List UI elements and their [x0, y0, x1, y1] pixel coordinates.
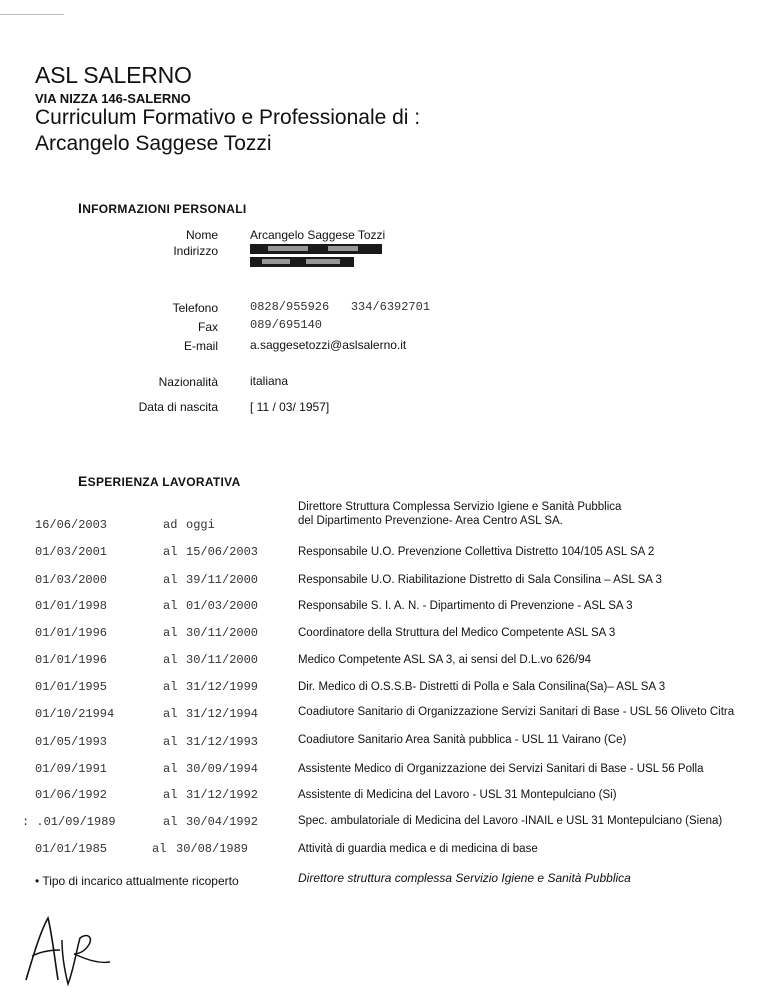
- experience-end-date: 01/03/2000: [186, 599, 259, 613]
- experience-start-date: 01/10/21994: [35, 707, 115, 721]
- org-address: VIA NIZZA 146-SALERNO: [35, 91, 191, 106]
- experience-start-date: 01/03/2000: [35, 573, 108, 587]
- experience-separator: ad: [163, 518, 178, 532]
- experience-separator: al: [163, 788, 178, 802]
- experience-description: Assistente di Medicina del Lavoro - USL 31 Montepulciano (Si): [298, 789, 617, 801]
- redacted-address-line-1: [250, 243, 390, 254]
- experience-start-date: 01/01/1996: [35, 626, 108, 640]
- experience-description: Responsabile S. I. A. N. - Dipartimento di Prevenzione - ASL SA 3: [298, 600, 633, 612]
- experience-start-date: 01/01/1995: [35, 680, 108, 694]
- experience-description: Assistente Medico di Organizzazione dei Servizi Sanitari di Base - USL 56 Polla: [298, 763, 704, 775]
- experience-end-date: 30/09/1994: [186, 762, 259, 776]
- experience-separator: al: [163, 545, 178, 559]
- label-nazionalita: Nazionalità: [158, 375, 218, 389]
- experience-start-date: 01/06/1992: [35, 788, 108, 802]
- section-title-cap: E: [78, 473, 88, 489]
- label-email: E-mail: [183, 339, 218, 353]
- experience-description: Responsabile U.O. Riabilitazione Distretto di Sala Consilina – ASL SA 3: [298, 574, 662, 586]
- value-nazionalita: italiana: [250, 374, 289, 388]
- experience-description: Direttore Struttura Complessa Servizio Igiene e Sanità Pubblica: [298, 501, 622, 513]
- section-title-rest: NFORMAZIONI PERSONALI: [82, 202, 247, 216]
- experience-description: Coadiutore Sanitario di Organizzazione Servizi Sanitari di Base - USL 56 Oliveto Citra: [298, 706, 735, 718]
- experience-end-date: 30/11/2000: [186, 653, 259, 667]
- experience-separator: al: [163, 626, 178, 640]
- experience-separator: al: [163, 815, 178, 829]
- value-data-nascita: [ 11 / 03/ 1957]: [250, 400, 330, 414]
- experience-end-date: 30/11/2000: [186, 626, 259, 640]
- redacted-address-line-2: [250, 256, 370, 267]
- experience-start-date: : .01/09/1989: [22, 815, 116, 829]
- experience-separator: al: [163, 735, 178, 749]
- experience-start-date: 01/01/1996: [35, 653, 108, 667]
- section-title-rest: SPERIENZA LAVORATIVA: [87, 475, 241, 489]
- experience-start-date: 01/01/1998: [35, 599, 108, 613]
- label-nome: Nome: [185, 228, 218, 242]
- experience-separator: al: [152, 842, 167, 856]
- experience-end-date: 31/12/1992: [186, 788, 259, 802]
- current-role-label: • Tipo di incarico attualmente ricoperto: [35, 874, 239, 888]
- experience-end-date: 31/12/1994: [186, 707, 259, 721]
- experience-end-date: 31/12/1993: [186, 735, 259, 749]
- experience-start-date: 01/03/2001: [35, 545, 108, 559]
- experience-end-date: 30/04/1992: [186, 815, 259, 829]
- experience-separator: al: [163, 653, 178, 667]
- experience-end-date: 15/06/2003: [186, 545, 259, 559]
- label-telefono: Telefono: [172, 301, 218, 315]
- experience-description-line-2: del Dipartimento Prevenzione- Area Centro ASL SA.: [298, 515, 563, 527]
- experience-separator: al: [163, 680, 178, 694]
- experience-separator: al: [163, 599, 178, 613]
- value-fax: 089/695140: [250, 318, 323, 332]
- org-title: ASL SALERNO: [35, 62, 192, 88]
- value-nome: Arcangelo Saggese Tozzi: [250, 228, 386, 242]
- experience-end-date: 31/12/1999: [186, 680, 259, 694]
- label-fax: Fax: [197, 320, 218, 334]
- handwritten-signature: [18, 910, 118, 990]
- experience-start-date: 01/09/1991: [35, 762, 108, 776]
- experience-separator: al: [163, 762, 178, 776]
- experience-description: Attività di guardia medica e di medicina di base: [298, 843, 538, 855]
- label-indirizzo: Indirizzo: [173, 244, 218, 258]
- top-rule: [0, 14, 64, 15]
- experience-end-date: 30/08/1989: [176, 842, 249, 856]
- experience-description: Coadiutore Sanitario Area Sanità pubblica - USL 11 Vairano (Ce): [298, 734, 627, 746]
- section-title-cap: I: [78, 200, 83, 216]
- person-name: Arcangelo Saggese Tozzi: [35, 132, 272, 155]
- value-telefono: 0828/955926 334/6392701: [250, 300, 431, 314]
- personal-section-title: [78, 200, 247, 216]
- experience-description: Spec. ambulatoriale di Medicina del Lavoro -INAIL e USL 31 Montepulciano (Siena): [298, 815, 723, 827]
- experience-separator: al: [163, 573, 178, 587]
- experience-description: Dir. Medico di O.S.S.B- Distretti di Polla e Sala Consilina(Sa)– ASL SA 3: [298, 681, 666, 693]
- label-data-nascita: Data di nascita: [138, 400, 218, 414]
- experience-section-title: [78, 473, 241, 489]
- experience-description: Responsabile U.O. Prevenzione Collettiva Distretto 104/105 ASL SA 2: [298, 546, 655, 558]
- value-email: a.saggesetozzi@aslsalerno.it: [250, 338, 407, 352]
- experience-start-date: 16/06/2003: [35, 518, 108, 532]
- experience-description: Coordinatore della Struttura del Medico Competente ASL SA 3: [298, 627, 616, 639]
- experience-end-date: oggi: [186, 518, 215, 532]
- experience-start-date: 01/05/1993: [35, 735, 108, 749]
- experience-description: Medico Competente ASL SA 3, ai sensi del D.L.vo 626/94: [298, 654, 592, 666]
- current-role-value: Direttore struttura complessa Servizio Igiene e Sanità Pubblica: [298, 871, 631, 885]
- experience-start-date: 01/01/1985: [35, 842, 108, 856]
- experience-end-date: 39/11/2000: [186, 573, 259, 587]
- cv-title: Curriculum Formativo e Professionale di :: [35, 106, 421, 129]
- experience-separator: al: [163, 707, 178, 721]
